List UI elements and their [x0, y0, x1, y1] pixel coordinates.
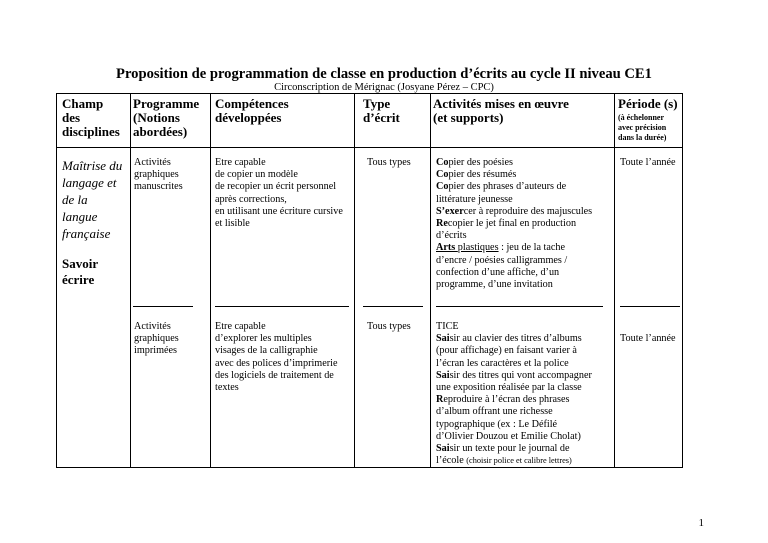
column-divider	[130, 94, 131, 467]
header-divider	[57, 147, 682, 148]
champ-savoir-ecrire: Savoir écrire	[62, 256, 99, 287]
row1-competences: Etre capable de copier un modèle de recopier un écrit personnel après corrections, en utilisant une écriture cursive et lisible	[215, 157, 343, 230]
row2-programme: Activités graphiques imprimées	[134, 321, 179, 357]
row1-programme: Activités graphiques manuscrites	[134, 157, 183, 193]
row1-type: Tous types	[367, 157, 411, 168]
header-programme: Programme (Notions abordées)	[133, 96, 200, 139]
row2-type: Tous types	[367, 321, 411, 332]
header-champ: Champ des disciplines	[62, 96, 120, 139]
column-divider	[430, 94, 431, 467]
row1-periode: Toute l’année	[620, 157, 676, 168]
separator-rule	[215, 306, 349, 307]
header-periode: Période (s) (à échelonner avec précision dans la durée)	[618, 96, 678, 142]
page-number: 1	[698, 517, 704, 529]
row2-periode: Toute l’année	[620, 333, 676, 344]
separator-rule	[133, 306, 193, 307]
column-divider	[614, 94, 615, 467]
champ-cell	[62, 157, 122, 288]
separator-rule	[620, 306, 680, 307]
header-competences: Compétences développées	[215, 96, 289, 125]
separator-rule	[363, 306, 423, 307]
header-activites: Activités mises en œuvre (et supports)	[433, 96, 569, 125]
programming-table	[56, 93, 683, 468]
row2-competences: Etre capable d’explorer les multiples visages de la calligraphie avec des polices d’imprimerie des logiciels de traitement de textes	[215, 321, 338, 394]
separator-rule	[436, 306, 603, 307]
header-type: Type d’écrit	[363, 96, 400, 125]
row2-activites: TICE Saisir au clavier des titres d’albums (pour affichage) en faisant varier à l’écran les caractères et la police Saisir des titres qui vont accompagner une exposition réalisée par la classe Reproduire à l’écran des phrases d’album offrant une richesse typographique (ex : Le Défilé d’Olivier Douzou et Emilie Cholat) Saisir un texte pour le journal de l’école (choisir police et calibre lettres)	[436, 321, 592, 467]
row1-activites: Copier des poésies Copier des résumés Copier des phrases d’auteurs de littérature jeunesse S’exercer à reproduire des majuscules Recopier le jet final en production d’écrits Arts plastiques : jeu de la tache d’encre / poésies calligrammes / confection d’une affiche, d’un programme, d’une invitation	[436, 157, 593, 291]
tice-heading: TICE	[436, 321, 459, 332]
document-subtitle: Circonscription de Mérignac (Josyane Pérez – CPC)	[274, 82, 494, 93]
document-title: Proposition de programmation de classe en production d’écrits au cycle II niveau CE1	[116, 66, 652, 82]
column-divider	[354, 94, 355, 467]
champ-maitrise-langue: Maîtrise du langage et de la langue française	[62, 158, 123, 241]
column-divider	[210, 94, 211, 467]
